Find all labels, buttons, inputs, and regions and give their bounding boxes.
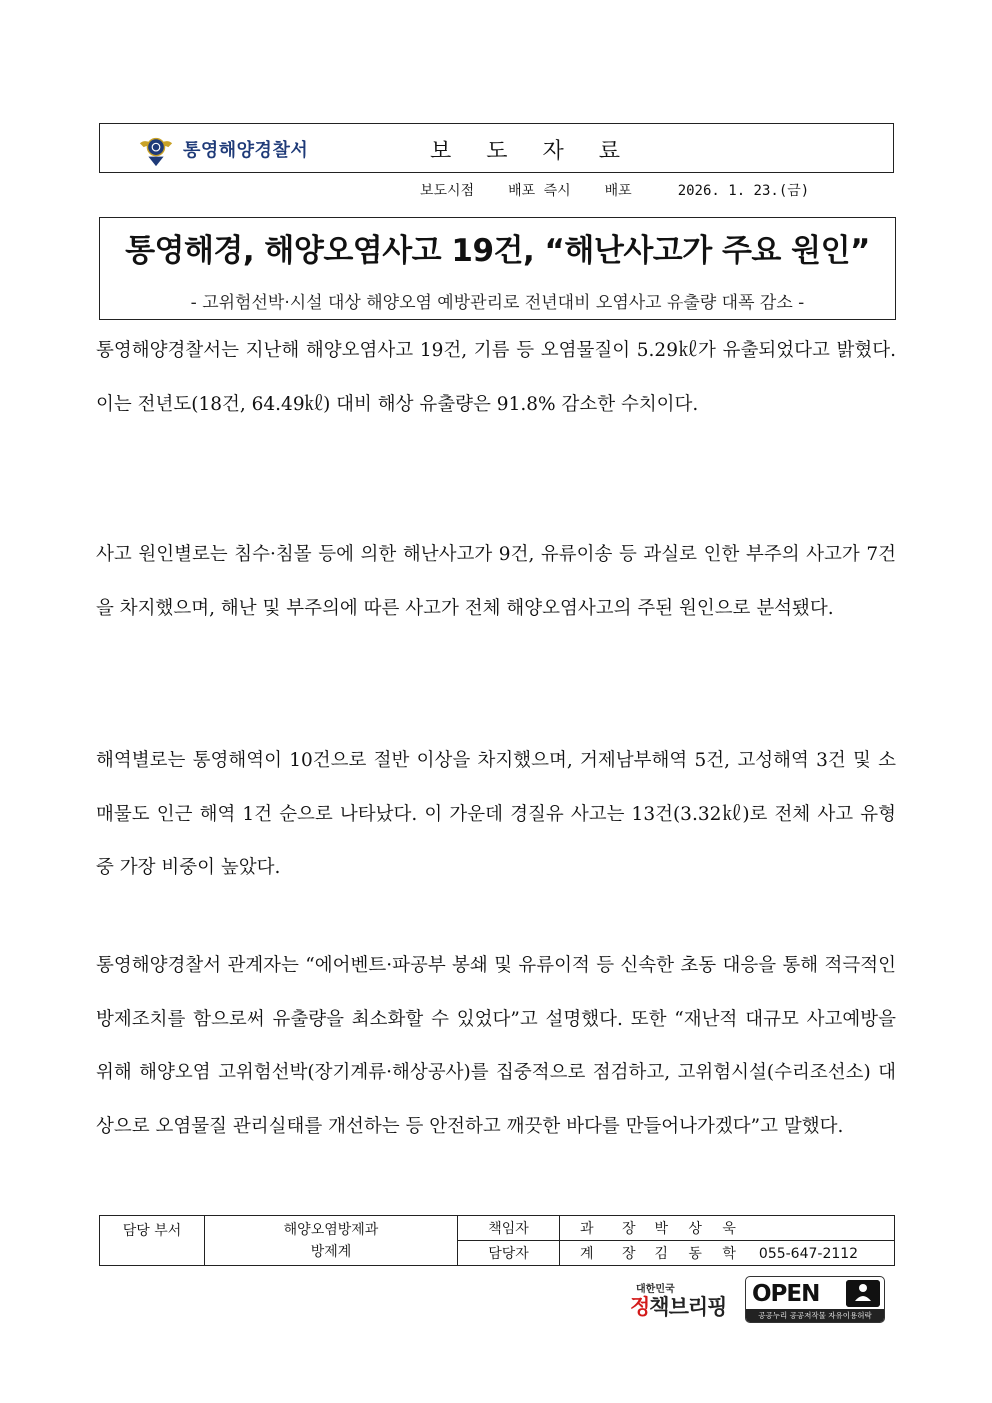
paragraph-text: 통영해양경찰서는 지난해 해양오염사고 19건, 기름 등 오염물질이 5.29㎘가 유출되었다고 밝혔다. 이는 전년도(18건, 64.49㎘) 대비 해상 유출량은 91.8% 감소한 수치이다.: [96, 340, 896, 415]
paragraph-text: 통영해양경찰서 관계자는 “에어벤트·파공부 봉쇄 및 유류이적 등 신속한 초동 대응을 통해 적극적인 방제조치를 함으로써 유출량을 최소화할 수 있었다”고 설명했다. 또한 “재난적 대규모 사고예방을 위해 해양오염 고위험선박(장기계류·해상공사)를 집중적으로 점검하고, 고위험시설(수리조선소) 대상으로 오염물질 관리실태를 개선하는 등 안전하고 깨끗한 바다를 만들어나가겠다”고 말했다.: [96, 955, 896, 1137]
responsible-name: 박 상 욱: [654, 1221, 744, 1237]
dept-name: [205, 1216, 458, 1266]
staff-role: 계 장: [580, 1246, 648, 1262]
org-logo: [137, 130, 397, 168]
brief-logo-rest: 책브리핑: [649, 1295, 727, 1319]
responsible-info: [560, 1216, 895, 1241]
headline-title: 통영해경, 해양오염사고 19건, “해난사고가 주요 원인”: [125, 233, 870, 269]
brief-logo-red-char: 정: [630, 1295, 650, 1319]
release-timing: 배포 즉시: [508, 183, 571, 199]
paragraph-text: 해역별로는 통영해역이 10건으로 절반 이상을 차지했으며, 거제남부해역 5건, 고성해역 3건 및 소매물도 인근 해역 1건 순으로 나타났다. 이 가운데 경질유 사고는 13건(3.32㎘)로 전체 사고 유형 중 가장 비중이 높았다.: [96, 750, 896, 878]
staff-name: 김 동 학: [654, 1246, 744, 1262]
dept-label: 담당 부서: [100, 1216, 205, 1266]
kogl-open-license-badge: [745, 1276, 885, 1323]
headline-subtitle: - 고위험선박·시설 대상 해양오염 예방관리로 전년대비 오염사고 유출량 대폭 감소 -: [190, 293, 805, 313]
policy-briefing-logo: [630, 1280, 735, 1324]
document-type: 보 도 자 료: [430, 139, 634, 164]
body-paragraph-3: [96, 734, 896, 895]
open-wordmark: OPEN: [752, 1281, 820, 1307]
dept-line-1: 해양오염방제과: [283, 1222, 379, 1238]
attribution-person-icon: [846, 1280, 880, 1307]
open-caption: 공공누리 공공저작물 자유이용허락: [746, 1309, 884, 1322]
release-info: [420, 180, 809, 200]
brief-logo-small-text: 대한민국: [636, 1284, 675, 1295]
body-paragraph-1: [96, 324, 896, 431]
distribution-label: 배포: [604, 183, 632, 199]
staff-info: [560, 1241, 895, 1266]
table-row: [100, 1216, 895, 1241]
body-paragraph-2: [96, 528, 896, 635]
release-label: 보도시점: [420, 183, 475, 199]
staff-phone: 055-647-2112: [758, 1246, 859, 1262]
contact-table: [99, 1215, 895, 1266]
responsible-label: 책임자: [458, 1216, 560, 1241]
org-name: 통영해양경찰서: [183, 140, 309, 161]
responsible-role: 과 장: [580, 1221, 648, 1237]
paragraph-text: 사고 원인별로는 침수·침몰 등에 의한 해난사고가 9건, 유류이송 등 과실로 인한 부주의 사고가 7건을 차지했으며, 해난 및 부주의에 따른 사고가 전체 해양오염사고의 주된 원인으로 분석됐다.: [96, 544, 896, 619]
body-paragraph-4: [96, 939, 896, 1153]
brief-logo-text: [630, 1295, 735, 1319]
coast-guard-emblem-icon: [137, 130, 175, 168]
release-date: 2026. 1. 23.(금): [677, 183, 810, 199]
staff-label: 담당자: [458, 1241, 560, 1266]
dept-line-2: 방제계: [310, 1244, 352, 1260]
